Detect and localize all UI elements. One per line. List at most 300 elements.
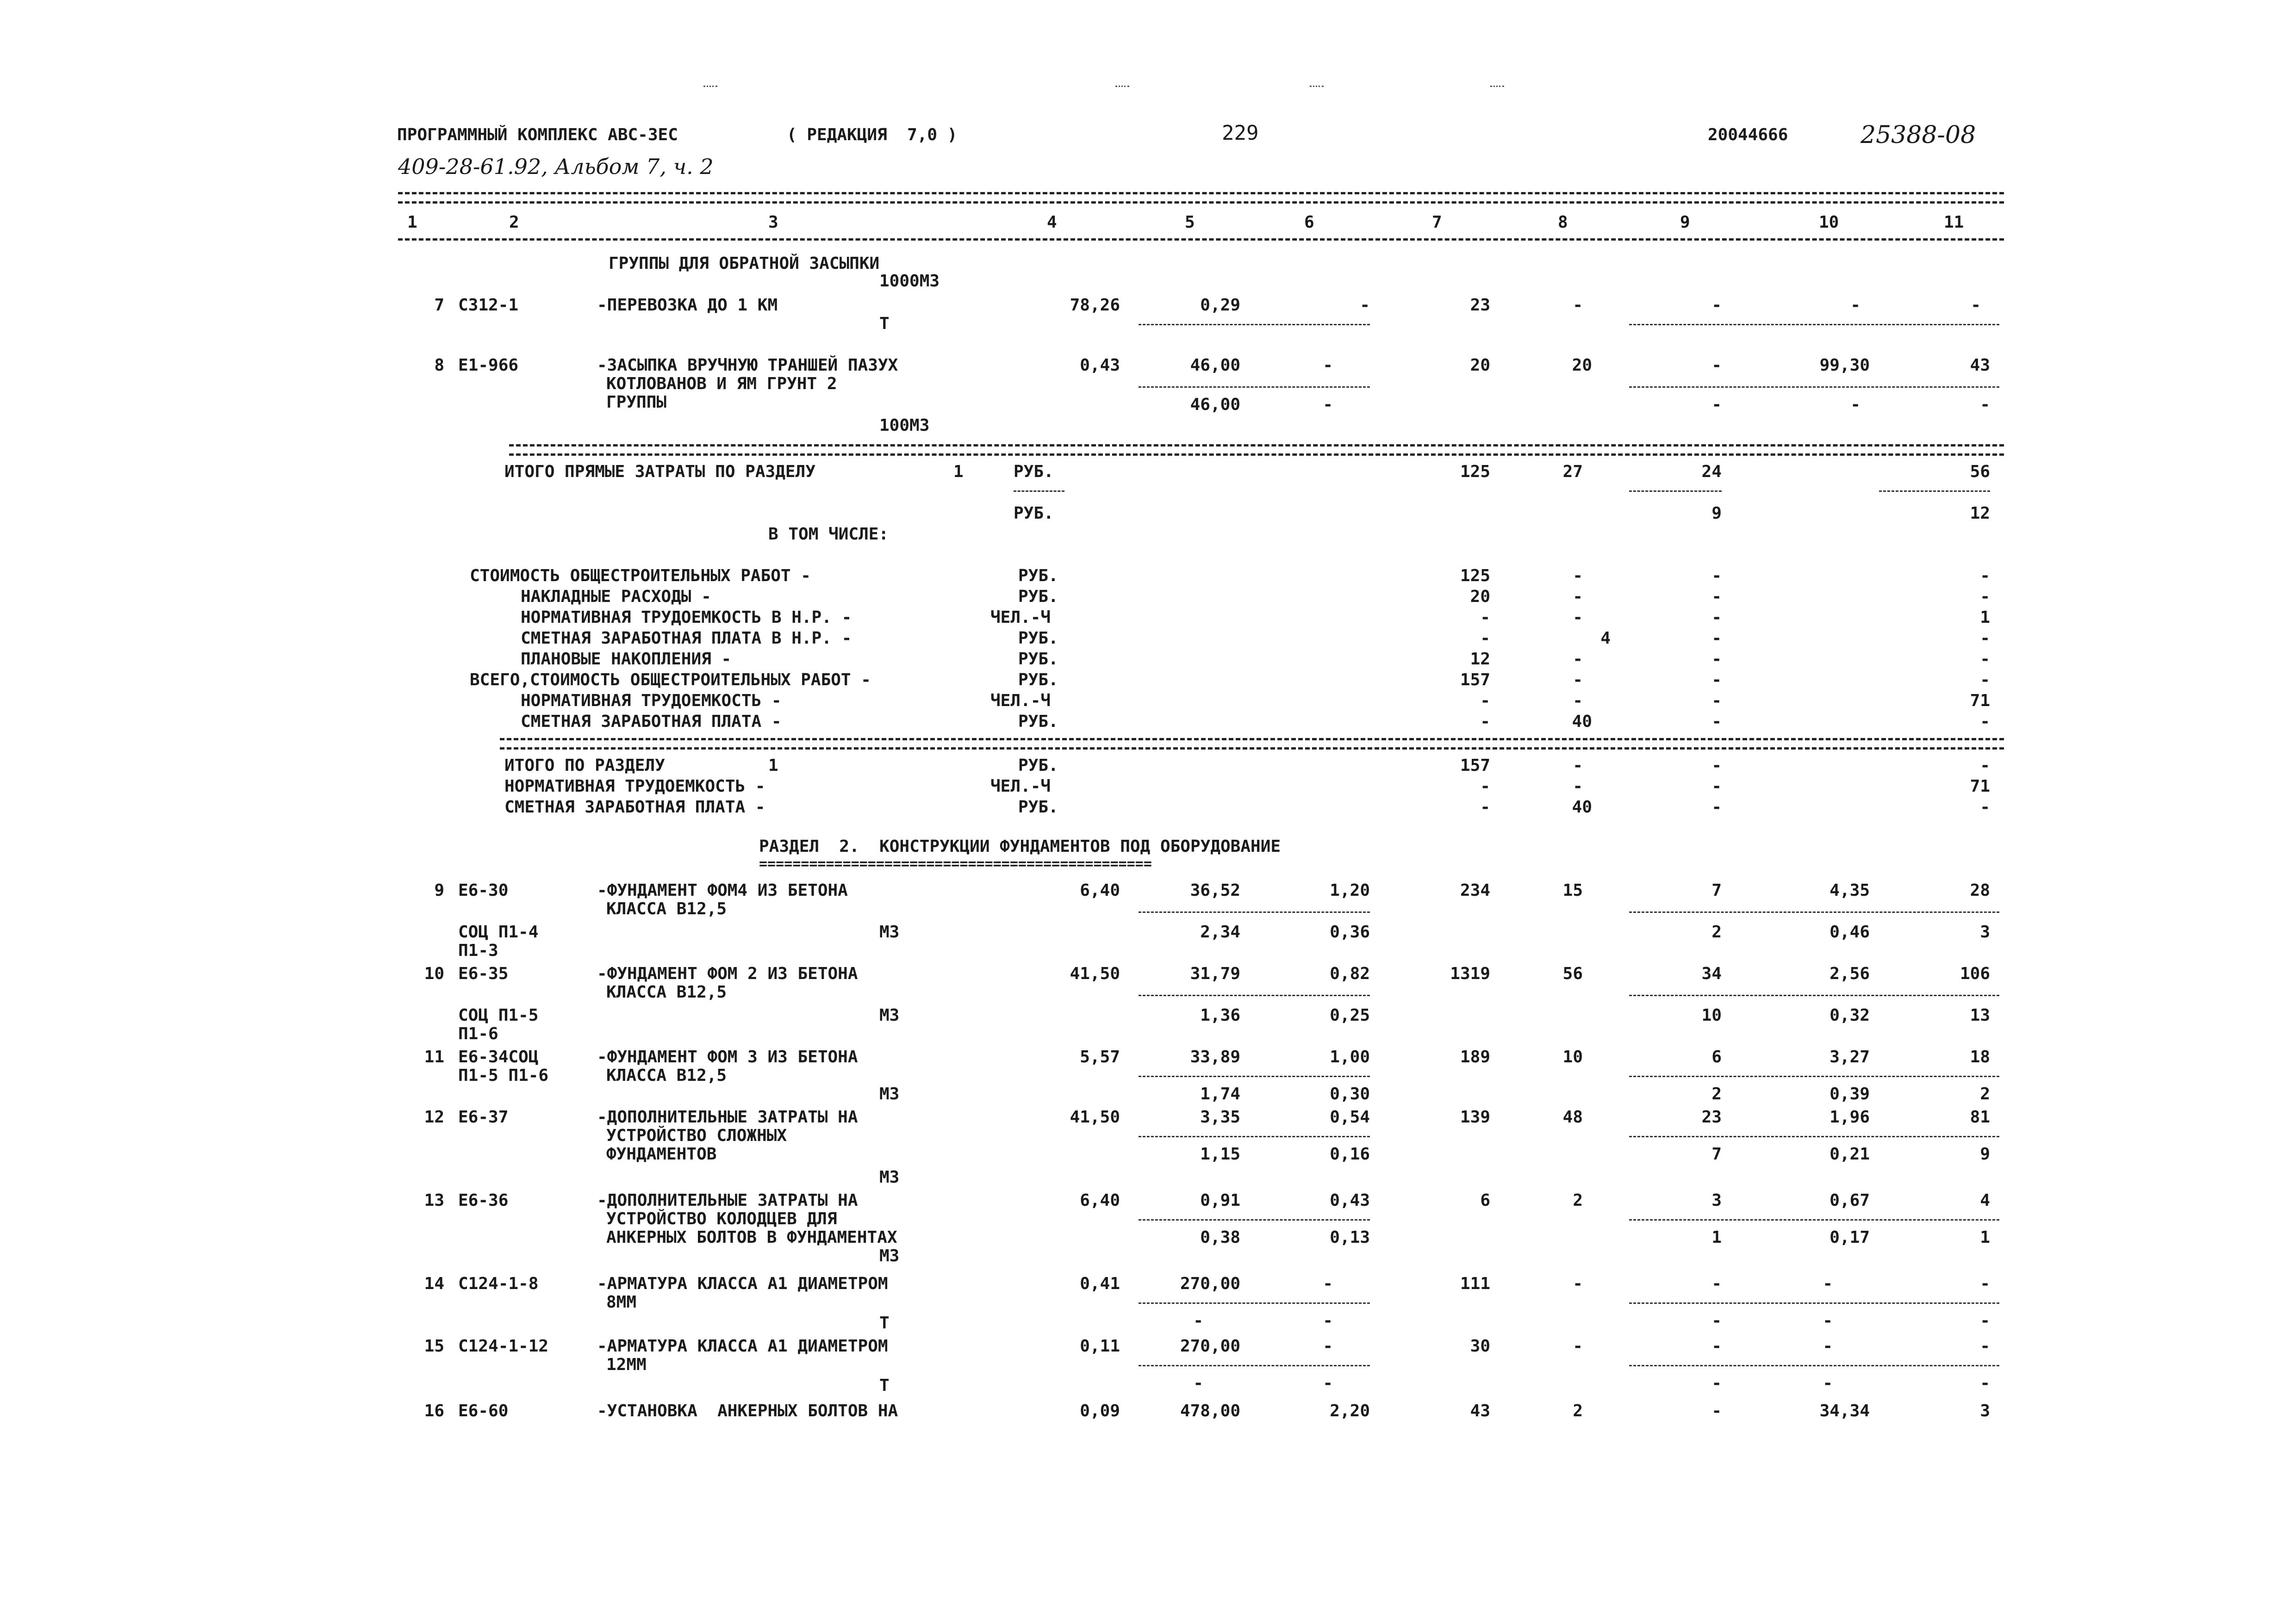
page-number: 229 — [1222, 121, 1259, 145]
cell-c8: - — [1573, 1274, 1583, 1293]
cell-c10-second: 0,21 — [1829, 1145, 1870, 1164]
cell-c11: - — [1980, 798, 1990, 817]
cell-c7: - — [1480, 608, 1490, 627]
cell-c5-second: - — [1193, 1311, 1203, 1330]
item-number: 16 — [424, 1401, 444, 1420]
cell-c7: 6 — [1480, 1191, 1490, 1210]
breakdown-label: НАКЛАДНЫЕ РАСХОДЫ - — [521, 587, 711, 606]
cell-c9: 23 — [1701, 1108, 1722, 1127]
cell-underline — [1879, 490, 1990, 492]
cell-underline — [1139, 995, 1370, 996]
separator-line — [500, 747, 2004, 750]
cell-c8: - — [1573, 691, 1583, 710]
item-code-extra: П1-3 — [458, 941, 498, 960]
breakdown-label: НОРМАТИВНАЯ ТРУДОЕМКОСТЬ В Н.Р. - — [521, 608, 852, 627]
cell-c4: 0,43 — [1080, 356, 1120, 375]
item-description: АНКЕРНЫХ БОЛТОВ В ФУНДАМЕНТАХ — [606, 1228, 897, 1247]
cell-c11: - — [1980, 1274, 1990, 1293]
cell-c8: 20 — [1572, 356, 1592, 375]
breakdown-unit: РУБ. — [1018, 629, 1058, 648]
cell-c11-second: 2 — [1980, 1085, 1990, 1104]
cell-c9-second: - — [1711, 1374, 1722, 1393]
cell-c10-second: - — [1823, 1374, 1833, 1393]
cell-c9-second: 2 — [1711, 1085, 1722, 1104]
item-code: Е6-37 — [458, 1108, 509, 1127]
cell-c11-second: - — [1980, 395, 1990, 414]
item-description: ФУНДАМЕНТОВ — [606, 1145, 717, 1164]
column-number: 7 — [1432, 213, 1442, 232]
cell-c10: - — [1823, 1274, 1833, 1293]
cell-underline — [1139, 1136, 1370, 1137]
cell-c11: - — [1980, 587, 1990, 606]
section-total-label: ИТОГО ПО РАЗДЕЛУ — [504, 756, 665, 775]
item-unit: МЗ — [879, 1085, 900, 1104]
cell-c11-second: 13 — [1970, 1006, 1990, 1025]
item-description: -ФУНДАМЕНТ ФОМ 3 ИЗ БЕТОНА — [597, 1048, 858, 1066]
cell-c8: 48 — [1562, 1108, 1583, 1127]
cell-c5-second: 1,36 — [1200, 1006, 1240, 1025]
item-code: Е6-30 — [458, 881, 509, 900]
cell-c9: - — [1711, 587, 1722, 606]
cell-c6: 0,82 — [1330, 964, 1370, 983]
item-code: Е6-35 — [458, 964, 509, 983]
cell-c9: - — [1711, 691, 1722, 710]
cell-c9-second: - — [1711, 395, 1722, 414]
cell-c5: 46,00 — [1190, 356, 1240, 375]
item-description: -АРМАТУРА КЛАССА А1 ДИАМЕТРОМ — [597, 1274, 888, 1293]
cell-c6: 2,20 — [1330, 1401, 1370, 1420]
scan-speck — [1490, 86, 1504, 87]
cell-underline — [1139, 1302, 1370, 1304]
scan-speck — [1115, 86, 1129, 87]
cell-c11: 1 — [1980, 608, 1990, 627]
breakdown-unit: РУБ. — [1018, 566, 1058, 585]
cell-c4: 0,09 — [1080, 1401, 1120, 1420]
column-number: 2 — [509, 213, 519, 232]
separator-line — [398, 201, 2004, 204]
cell-c9: 34 — [1701, 964, 1722, 983]
breakdown-unit: ЧЕЛ.-Ч — [990, 691, 1051, 710]
cell-c10: 0,67 — [1829, 1191, 1870, 1210]
cell-c6-second: - — [1323, 395, 1333, 414]
cell-c7: 157 — [1460, 756, 1490, 775]
cell-c11-second: 1 — [1980, 1228, 1990, 1247]
section-underline: =============================================== — [759, 856, 1152, 872]
column-number: 6 — [1304, 213, 1314, 232]
cell-c11: 71 — [1970, 777, 1990, 796]
cell-c11: - — [1980, 566, 1990, 585]
cell-c9: - — [1711, 608, 1722, 627]
cell-c7: 20 — [1470, 356, 1490, 375]
item-description: 8ММ — [606, 1293, 637, 1312]
item-code-extra: СОЦ П1-4 — [458, 923, 539, 942]
cell-c8: 2 — [1573, 1191, 1583, 1210]
cell-c9: - — [1711, 356, 1722, 375]
breakdown-label: НОРМАТИВНАЯ ТРУДОЕМКОСТЬ - — [521, 691, 782, 710]
cell-c5: 36,52 — [1190, 881, 1240, 900]
edition-label: ( РЕДАКЦИЯ 7,0 ) — [787, 125, 958, 144]
cell-underline — [1139, 386, 1370, 388]
cell-c9-second: 1 — [1711, 1228, 1722, 1247]
cell-c8: 15 — [1562, 881, 1583, 900]
cell-c9: 3 — [1711, 1191, 1722, 1210]
cell-c9-second: 2 — [1711, 923, 1722, 942]
cell-c5-second: 2,34 — [1200, 923, 1240, 942]
column-number: 9 — [1680, 213, 1690, 232]
breakdown-label: ПЛАНОВЫЕ НАКОПЛЕНИЯ - — [521, 650, 732, 669]
cell-c6-second: 0,13 — [1330, 1228, 1370, 1247]
cell-c4: 41,50 — [1070, 964, 1120, 983]
cell-c11-second: 9 — [1980, 1145, 1990, 1164]
cell-c8: 40 — [1572, 798, 1592, 817]
item-code-extra: П1-6 — [458, 1024, 498, 1043]
cell-c8: - — [1573, 608, 1583, 627]
section-total-unit: РУБ. — [1018, 756, 1058, 775]
cell-c11: 56 — [1970, 462, 1990, 481]
cell-c5: 0,29 — [1200, 296, 1240, 315]
cell-underline — [1629, 911, 1999, 913]
item-number: 14 — [424, 1274, 444, 1293]
cell-c4: 6,40 — [1080, 1191, 1120, 1210]
cell-underline — [1629, 1136, 1999, 1137]
group-unit: 1000МЗ — [879, 272, 940, 291]
cell-underline — [1139, 1076, 1370, 1077]
cell-c10-second: - — [1823, 1311, 1833, 1330]
cell-underline — [1629, 1302, 1999, 1304]
cell-c5-second: - — [1193, 1374, 1203, 1393]
section-title: РАЗДЕЛ 2. КОНСТРУКЦИИ ФУНДАМЕНТОВ ПОД ОБОРУДОВАНИЕ — [759, 837, 1281, 856]
cell-c11: - — [1980, 712, 1990, 731]
cell-c11-second: - — [1980, 1374, 1990, 1393]
cell-c4: 78,26 — [1070, 296, 1120, 315]
cell-c7: 12 — [1470, 650, 1490, 669]
cell-c9: 24 — [1701, 462, 1722, 481]
breakdown-unit: РУБ. — [1018, 712, 1058, 731]
cell-underline — [1139, 324, 1370, 325]
item-description: -УСТАНОВКА АНКЕРНЫХ БОЛТОВ НА — [597, 1401, 898, 1420]
cell-c10: 3,27 — [1829, 1048, 1870, 1066]
item-code: Е1-966 — [458, 356, 519, 375]
cell-c8: - — [1573, 566, 1583, 585]
cell-c5-second: 46,00 — [1190, 395, 1240, 414]
cell-c10-second: 0,39 — [1829, 1085, 1870, 1104]
cell-c4: 5,57 — [1080, 1048, 1120, 1066]
cell-c9-second: 7 — [1711, 1145, 1722, 1164]
cell-c11: - — [1980, 756, 1990, 775]
cell-c10-second: 0,17 — [1829, 1228, 1870, 1247]
cell-c9: - — [1711, 1274, 1722, 1293]
program-title: ПРОГРАММНЫЙ КОМПЛЕКС АВС-ЗЕС — [397, 125, 678, 144]
cell-c11: - — [1971, 296, 1981, 315]
item-description: -ФУНДАМЕНТ ФОМ 2 ИЗ БЕТОНА — [597, 964, 858, 983]
column-number: 10 — [1819, 213, 1839, 232]
cell-c7: 157 — [1460, 670, 1490, 689]
cell-c9: - — [1711, 566, 1722, 585]
column-number: 5 — [1185, 213, 1195, 232]
cell-c11: - — [1980, 670, 1990, 689]
cell-c6: - — [1323, 1337, 1333, 1356]
item-number: 9 — [434, 881, 444, 900]
item-unit: Т — [879, 1376, 890, 1395]
separator-line — [398, 238, 2004, 241]
breakdown-label: СМЕТНАЯ ЗАРАБОТНАЯ ПЛАТА В Н.Р. - — [521, 629, 852, 648]
item-code: С124-1-12 — [458, 1337, 549, 1356]
including-label: В ТОМ ЧИСЛЕ: — [768, 525, 889, 544]
item-description: -ДОПОЛНИТЕЛЬНЫЕ ЗАТРАТЫ НА — [597, 1108, 858, 1127]
cell-c10-second: - — [1850, 395, 1860, 414]
cell-c7: - — [1480, 777, 1490, 796]
column-number: 11 — [1944, 213, 1964, 232]
item-unit: 100МЗ — [879, 416, 930, 435]
cell-underline — [1014, 490, 1064, 492]
cell-c6: - — [1323, 1274, 1333, 1293]
breakdown-label: СМЕТНАЯ ЗАРАБОТНАЯ ПЛАТА - — [521, 712, 782, 731]
cell-c9: 7 — [1711, 881, 1722, 900]
cell-c7: 111 — [1460, 1274, 1490, 1293]
cell-c9: - — [1711, 712, 1722, 731]
separator-line — [398, 192, 2004, 194]
cell-c5: 478,00 — [1180, 1401, 1240, 1420]
cell-c11: 4 — [1980, 1191, 1990, 1210]
cell-c6: 1,00 — [1330, 1048, 1370, 1066]
cell-c11: 71 — [1970, 691, 1990, 710]
cell-c8: - — [1573, 756, 1583, 775]
cell-c7: 234 — [1460, 881, 1490, 900]
cell-c7: 1319 — [1450, 964, 1490, 983]
cell-c11: 18 — [1970, 1048, 1990, 1066]
cell-c9: 6 — [1711, 1048, 1722, 1066]
cell-c8: 4 — [1600, 629, 1611, 648]
cell-c5-second: 1,15 — [1200, 1145, 1240, 1164]
cell-c11-second: - — [1980, 1311, 1990, 1330]
cell-c8: - — [1573, 650, 1583, 669]
cell-c11-second: 3 — [1980, 923, 1990, 942]
item-description: КОТЛОВАНОВ И ЯМ ГРУНТ 2 — [606, 374, 837, 393]
item-code: Е6-36 — [458, 1191, 509, 1210]
section-total-label: НОРМАТИВНАЯ ТРУДОЕМКОСТЬ - — [504, 777, 765, 796]
item-unit: МЗ — [879, 1006, 900, 1025]
cell-c11-second: 12 — [1970, 504, 1990, 523]
item-description: КЛАССА В12,5 — [606, 899, 727, 918]
item-description: -АРМАТУРА КЛАССА А1 ДИАМЕТРОМ — [597, 1337, 888, 1356]
cell-c5: 270,00 — [1180, 1274, 1240, 1293]
item-code: С124-1-8 — [458, 1274, 539, 1293]
cell-c6: 0,43 — [1330, 1191, 1370, 1210]
section-total-label: СМЕТНАЯ ЗАРАБОТНАЯ ПЛАТА - — [504, 798, 765, 817]
cell-c10: 34,34 — [1819, 1401, 1870, 1420]
cell-c9: - — [1711, 756, 1722, 775]
cell-c9: - — [1711, 1401, 1722, 1420]
cell-c6: 0,54 — [1330, 1108, 1370, 1127]
cell-c10: 2,56 — [1829, 964, 1870, 983]
cell-c9-second: 9 — [1711, 504, 1722, 523]
item-unit: МЗ — [879, 923, 900, 942]
cell-c6-second: - — [1323, 1374, 1333, 1393]
cell-c6-second: 0,30 — [1330, 1085, 1370, 1104]
item-unit: МЗ — [879, 1168, 900, 1187]
item-code: Е6-34СОЦ — [458, 1048, 539, 1066]
cell-c6-second: 0,25 — [1330, 1006, 1370, 1025]
cell-c7: 23 — [1470, 296, 1490, 315]
cell-underline — [1629, 490, 1722, 492]
cell-c8: - — [1573, 587, 1583, 606]
cell-c11: - — [1980, 629, 1990, 648]
cell-c7: 20 — [1470, 587, 1490, 606]
cell-underline — [1629, 386, 1999, 388]
cell-c11: 106 — [1960, 964, 1990, 983]
group-title: ГРУППЫ ДЛЯ ОБРАТНОЙ ЗАСЫПКИ — [609, 254, 880, 273]
item-unit: Т — [879, 1314, 890, 1333]
cell-underline — [1629, 324, 1999, 325]
cell-c5: 3,35 — [1200, 1108, 1240, 1127]
cell-underline — [1629, 1365, 1999, 1366]
item-unit: Т — [879, 314, 890, 333]
item-code-extra: СОЦ П1-5 — [458, 1006, 539, 1025]
cell-c6-second: 0,16 — [1330, 1145, 1370, 1164]
cell-c7: 125 — [1460, 462, 1490, 481]
breakdown-label: ВСЕГО,СТОИМОСТЬ ОБЩЕСТРОИТЕЛЬНЫХ РАБОТ - — [470, 670, 871, 689]
cell-c8: - — [1573, 1337, 1583, 1356]
cell-c6: 1,20 — [1330, 881, 1370, 900]
cell-c9: - — [1711, 777, 1722, 796]
item-description: ГРУППЫ — [606, 393, 667, 412]
item-description: -ДОПОЛНИТЕЛЬНЫЕ ЗАТРАТЫ НА — [597, 1191, 858, 1210]
cell-c10-second: 0,46 — [1829, 923, 1870, 942]
scan-speck — [703, 86, 717, 87]
cell-c11: 81 — [1970, 1108, 1990, 1127]
scan-speck — [1310, 86, 1324, 87]
cell-c11: - — [1980, 650, 1990, 669]
item-number: 15 — [424, 1337, 444, 1356]
cell-c9-second: - — [1711, 1311, 1722, 1330]
cell-underline — [1139, 1219, 1370, 1221]
cell-c11: 3 — [1980, 1401, 1990, 1420]
item-description: УСТРОЙСТВО КОЛОДЦЕВ ДЛЯ — [606, 1209, 837, 1228]
cell-c8: 40 — [1572, 712, 1592, 731]
total-unit: РУБ. — [1014, 462, 1054, 481]
cell-c7: 139 — [1460, 1108, 1490, 1127]
cell-c10: - — [1850, 296, 1860, 315]
cell-c8: 27 — [1562, 462, 1583, 481]
cell-c7: 125 — [1460, 566, 1490, 585]
cell-c4: 6,40 — [1080, 881, 1120, 900]
cell-c7: 43 — [1470, 1401, 1490, 1420]
cell-c4: 41,50 — [1070, 1108, 1120, 1127]
cell-c9: - — [1711, 670, 1722, 689]
cell-c6-second: 0,36 — [1330, 923, 1370, 942]
cell-c6: - — [1323, 356, 1333, 375]
cell-c10: - — [1823, 1337, 1833, 1356]
cell-c5: 270,00 — [1180, 1337, 1240, 1356]
cell-c9: - — [1711, 629, 1722, 648]
item-code: С312-1 — [458, 296, 519, 315]
cell-c5: 33,89 — [1190, 1048, 1240, 1066]
cell-c8: 10 — [1562, 1048, 1583, 1066]
cell-c7: - — [1480, 712, 1490, 731]
section-total-number: 1 — [768, 756, 778, 775]
item-number: 10 — [424, 964, 444, 983]
cell-underline — [1139, 1365, 1370, 1366]
album-reference: 409-28-61.92, Альбом 7, ч. 2 — [398, 154, 714, 179]
item-number: 8 — [434, 356, 444, 375]
cell-c7: 30 — [1470, 1337, 1490, 1356]
breakdown-label: СТОИМОСТЬ ОБЩЕСТРОИТЕЛЬНЫХ РАБОТ - — [470, 566, 811, 585]
separator-line — [509, 444, 2004, 446]
cell-c6: - — [1360, 296, 1370, 315]
cell-c6-second: - — [1323, 1311, 1333, 1330]
column-number: 4 — [1047, 213, 1057, 232]
cell-c9-second: 10 — [1701, 1006, 1722, 1025]
cell-c8: - — [1573, 777, 1583, 796]
cell-c7: 189 — [1460, 1048, 1490, 1066]
cell-c9: - — [1711, 296, 1722, 315]
cell-c10: 1,96 — [1829, 1108, 1870, 1127]
cell-underline — [1629, 1219, 1999, 1221]
total-section-number: 1 — [953, 462, 964, 481]
cell-underline — [1139, 911, 1370, 913]
breakdown-unit: РУБ. — [1018, 670, 1058, 689]
separator-line — [500, 738, 2004, 740]
cell-c9: - — [1711, 650, 1722, 669]
cell-c11: - — [1980, 1337, 1990, 1356]
item-description: -ФУНДАМЕНТ ФОМ4 ИЗ БЕТОНА — [597, 881, 848, 900]
cell-c11: 28 — [1970, 881, 1990, 900]
cell-c4: 0,11 — [1080, 1337, 1120, 1356]
cell-c5-second: 0,38 — [1200, 1228, 1240, 1247]
cell-c7: - — [1480, 691, 1490, 710]
item-number: 12 — [424, 1108, 444, 1127]
item-description: 12ММ — [606, 1355, 647, 1374]
cell-c5: 0,91 — [1200, 1191, 1240, 1210]
document-code: 20044666 — [1708, 125, 1788, 144]
item-description: КЛАССА В12,5 — [606, 1066, 727, 1085]
separator-line — [509, 453, 2004, 456]
cell-c10: 4,35 — [1829, 881, 1870, 900]
column-number: 8 — [1558, 213, 1568, 232]
cell-underline — [1629, 1076, 1999, 1077]
column-number: 3 — [768, 213, 778, 232]
cell-c8: - — [1573, 670, 1583, 689]
item-code: Е6-60 — [458, 1401, 509, 1420]
cell-c8: 2 — [1573, 1401, 1583, 1420]
cell-c7: - — [1480, 798, 1490, 817]
breakdown-unit: ЧЕЛ.-Ч — [990, 608, 1051, 627]
section-total-unit: ЧЕЛ.-Ч — [990, 777, 1051, 796]
cell-c5: 31,79 — [1190, 964, 1240, 983]
item-description: КЛАССА В12,5 — [606, 983, 727, 1002]
total-unit: РУБ. — [1014, 504, 1054, 523]
cell-c10-second: 0,32 — [1829, 1006, 1870, 1025]
item-code-extra: П1-5 П1-6 — [458, 1066, 549, 1085]
column-number: 1 — [407, 213, 417, 232]
item-number: 13 — [424, 1191, 444, 1210]
cell-c5-second: 1,74 — [1200, 1085, 1240, 1104]
item-number: 7 — [434, 296, 444, 315]
cell-c4: 0,41 — [1080, 1274, 1120, 1293]
cell-c7: - — [1480, 629, 1490, 648]
cell-c9: - — [1711, 1337, 1722, 1356]
section-total-unit: РУБ. — [1018, 798, 1058, 817]
item-description: УСТРОЙСТВО СЛОЖНЫХ — [606, 1126, 787, 1145]
item-number: 11 — [424, 1048, 444, 1066]
cell-c8: - — [1573, 296, 1583, 315]
cell-underline — [1629, 995, 1999, 996]
item-unit: МЗ — [879, 1246, 900, 1265]
cell-c9: - — [1711, 798, 1722, 817]
breakdown-unit: РУБ. — [1018, 650, 1058, 669]
item-description: -ПЕРЕВОЗКА ДО 1 КМ — [597, 296, 778, 315]
item-description: -ЗАСЫПКА ВРУЧНУЮ ТРАНШЕЙ ПАЗУХ — [597, 356, 898, 375]
